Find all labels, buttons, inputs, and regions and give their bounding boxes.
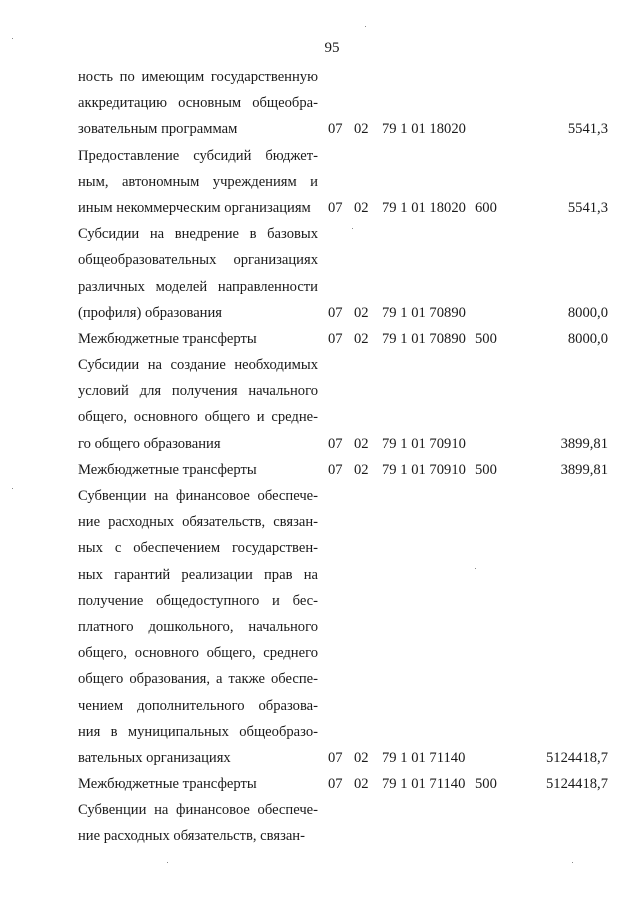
page-number: 95 — [324, 40, 340, 56]
scan-speck — [365, 26, 366, 27]
expense-type-code: 500 — [475, 776, 497, 793]
target-article-code: 79 1 01 70890 — [382, 330, 466, 347]
row-name-line: ние расходных обязательств, связан- — [78, 828, 305, 845]
row-codes — [78, 771, 608, 797]
table-row — [78, 771, 608, 797]
row-name-line: общего, основного общего, среднего — [78, 645, 318, 662]
subsection-code: 02 — [354, 435, 369, 452]
row-name-line: иным некоммерческим организациям — [78, 199, 311, 216]
row-name-line: общего, основного общего и средне- — [78, 409, 318, 426]
row-name-line: ных с обеспечением государствен- — [78, 540, 318, 557]
amount-value: 3899,81 — [560, 435, 608, 452]
row-name-line: Субвенции на финансовое обеспече- — [78, 488, 318, 504]
row-codes — [78, 431, 608, 457]
scan-speck — [352, 228, 353, 229]
row-codes — [78, 457, 608, 483]
scan-speck — [12, 488, 13, 489]
section-code: 07 — [328, 304, 343, 321]
budget-table — [78, 64, 608, 850]
row-name-line: чением дополнительного образова- — [78, 697, 318, 714]
row-name-line: Субсидии на создание необходимых — [78, 357, 318, 374]
amount-value: 5124418,7 — [545, 749, 608, 766]
subsection-code: 02 — [354, 199, 369, 216]
row-name-line: ность по имеющим государственную — [78, 69, 318, 85]
expense-type-code: 500 — [475, 461, 497, 478]
subsection-code: 02 — [354, 121, 369, 138]
target-article-code: 79 1 01 70910 — [382, 461, 466, 478]
table-row — [78, 352, 608, 457]
expense-type-code: 500 — [475, 330, 497, 347]
row-name-line: зовательным программам — [78, 121, 238, 138]
subsection-code: 02 — [354, 304, 369, 321]
row-name-line: аккредитацию основным общеобра- — [78, 95, 318, 112]
row-name-line: ние расходных обязательств, связан- — [78, 514, 318, 531]
amount-value: 3899,81 — [560, 461, 608, 478]
target-article-code: 79 1 01 70910 — [382, 435, 466, 452]
section-code: 07 — [328, 330, 343, 347]
amount-value: 5541,3 — [567, 199, 608, 216]
table-row — [78, 483, 608, 771]
amount-value: 5124418,7 — [545, 776, 608, 793]
target-article-code: 79 1 01 71140 — [382, 776, 466, 793]
section-code: 07 — [328, 749, 343, 766]
row-name-line: общего образования, а также обеспе- — [78, 671, 318, 688]
row-codes — [78, 326, 608, 352]
row-name-line: (профиля) образования — [78, 304, 223, 321]
row-name-line: получение общедоступного и бес- — [78, 592, 318, 609]
subsection-code: 02 — [354, 330, 369, 347]
table-row — [78, 221, 608, 326]
amount-value: 5541,3 — [567, 121, 608, 138]
subsection-code: 02 — [354, 776, 369, 793]
scan-speck — [167, 862, 168, 863]
row-name-line: вательных организациях — [78, 749, 231, 766]
row-codes — [78, 745, 608, 771]
row-name-line: Субвенции на финансовое обеспече- — [78, 802, 318, 819]
amount-value: 8000,0 — [567, 304, 608, 321]
row-name-line: Межбюджетные трансферты — [78, 330, 257, 347]
table-row — [78, 143, 608, 222]
row-name-line: Предоставление субсидий бюджет- — [78, 147, 318, 164]
section-code: 07 — [328, 121, 343, 138]
section-code: 07 — [328, 776, 343, 793]
expense-type-code: 600 — [475, 199, 497, 216]
scan-speck — [475, 568, 476, 569]
row-name-line: Межбюджетные трансферты — [78, 776, 257, 793]
row-name-line: общеобразовательных организациях — [78, 252, 318, 269]
target-article-code: 79 1 01 18020 — [382, 121, 466, 138]
table-row — [78, 64, 608, 143]
scan-speck — [12, 38, 13, 39]
subsection-code: 02 — [354, 749, 369, 766]
table-row — [78, 797, 608, 849]
target-article-code: 79 1 01 70890 — [382, 304, 466, 321]
scan-speck — [572, 862, 573, 863]
row-codes — [78, 300, 608, 326]
table-row — [78, 457, 608, 483]
row-codes — [78, 823, 608, 849]
row-name-line: Субсидии на внедрение в базовых — [78, 226, 318, 243]
row-name-line: различных моделей направленности — [78, 278, 318, 295]
table-row — [78, 326, 608, 352]
row-codes — [78, 195, 608, 221]
section-code: 07 — [328, 435, 343, 452]
section-code: 07 — [328, 199, 343, 216]
section-code: 07 — [328, 461, 343, 478]
row-name-line: го общего образования — [78, 435, 221, 452]
row-name-line: ных гарантий реализации прав на — [78, 566, 318, 583]
subsection-code: 02 — [354, 461, 369, 478]
row-codes — [78, 116, 608, 142]
row-name-line: условий для получения начального — [78, 383, 318, 400]
target-article-code: 79 1 01 71140 — [382, 749, 466, 766]
row-name-line: ния в муниципальных общеобразо- — [78, 723, 318, 740]
row-name-line: ным, автономным учреждениям и — [78, 173, 318, 190]
row-name-line: платного дошкольного, начального — [78, 618, 318, 635]
target-article-code: 79 1 01 18020 — [382, 199, 466, 216]
amount-value: 8000,0 — [567, 330, 608, 347]
row-name-line: Межбюджетные трансферты — [78, 461, 257, 478]
